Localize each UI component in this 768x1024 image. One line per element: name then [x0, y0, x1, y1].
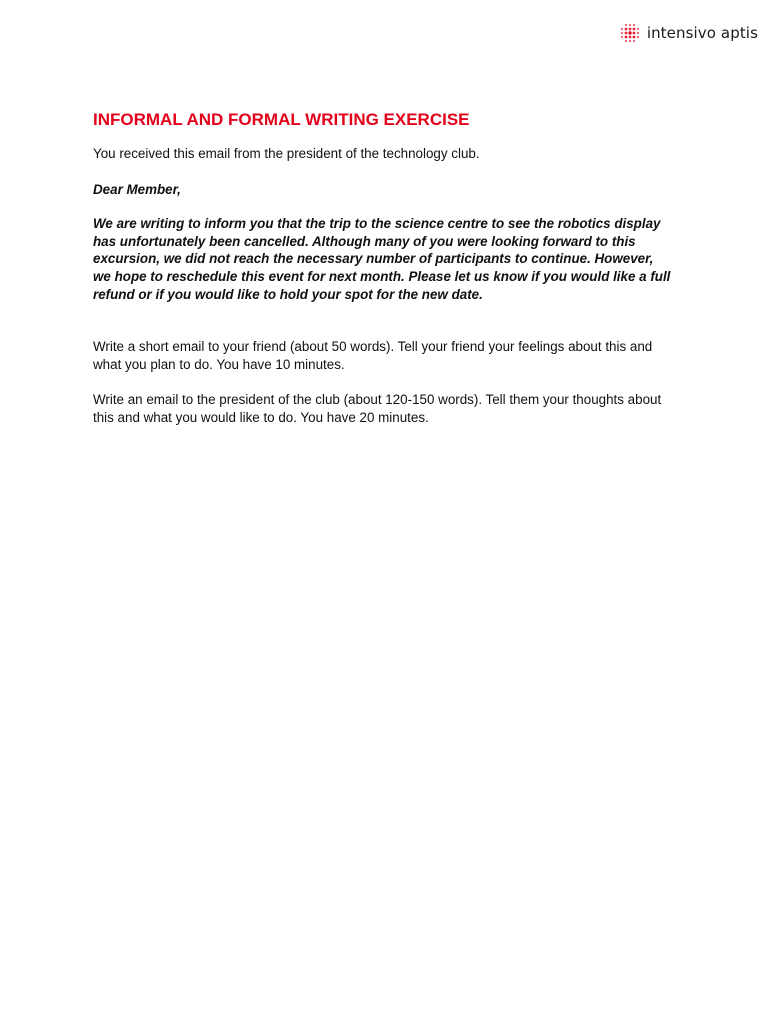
email-greeting: Dear Member,	[93, 181, 181, 197]
logo-dot	[629, 40, 631, 42]
logo-dot	[633, 24, 635, 26]
brand-name: intensivo aptis	[646, 24, 758, 42]
task-formal-email: Write an email to the president of the club (about 120-150 words). Tell them your thoughts about this and what you would like to do. You have 20 minutes.	[93, 392, 662, 425]
logo-dot	[633, 40, 635, 42]
logo-dot	[637, 28, 639, 30]
logo-dot	[632, 32, 635, 35]
logo-dot	[628, 28, 631, 31]
dot-grid-icon	[619, 22, 641, 44]
logo-dot	[637, 36, 639, 38]
logo-dot	[625, 24, 627, 26]
logo-dot	[621, 32, 623, 34]
brand-logo	[619, 22, 758, 44]
logo-dot	[632, 36, 635, 39]
email-body: We are writing to inform you that the trip to the science centre to see the robotics display has unfortunately been cancelled. Although many of you were looking forward to this excursion, we did not reach the necessary number of participants to continue. However, we hope to reschedule this event for next month. Please let us know if you would like a full refund or if you would like to hold your spot for the new date.	[93, 216, 671, 302]
exercise-intro: You received this email from the president of the technology club.	[93, 146, 480, 161]
logo-dot	[632, 28, 635, 31]
logo-dot	[621, 36, 623, 38]
logo-dot	[624, 36, 627, 39]
logo-dot	[621, 28, 623, 30]
logo-dot	[625, 40, 627, 42]
exercise-title: INFORMAL AND FORMAL WRITING EXERCISE	[93, 110, 470, 129]
logo-dot	[629, 24, 631, 26]
logo-dot	[624, 32, 627, 35]
logo-dot	[628, 36, 631, 39]
exercise-sheet	[93, 108, 673, 427]
logo-dot	[628, 31, 631, 34]
logo-dot	[637, 32, 639, 34]
task-informal-email: Write a short email to your friend (about 50 words). Tell your friend your feelings about this and what you plan to do. You have 10 minutes.	[93, 339, 653, 372]
logo-dot	[624, 28, 627, 31]
